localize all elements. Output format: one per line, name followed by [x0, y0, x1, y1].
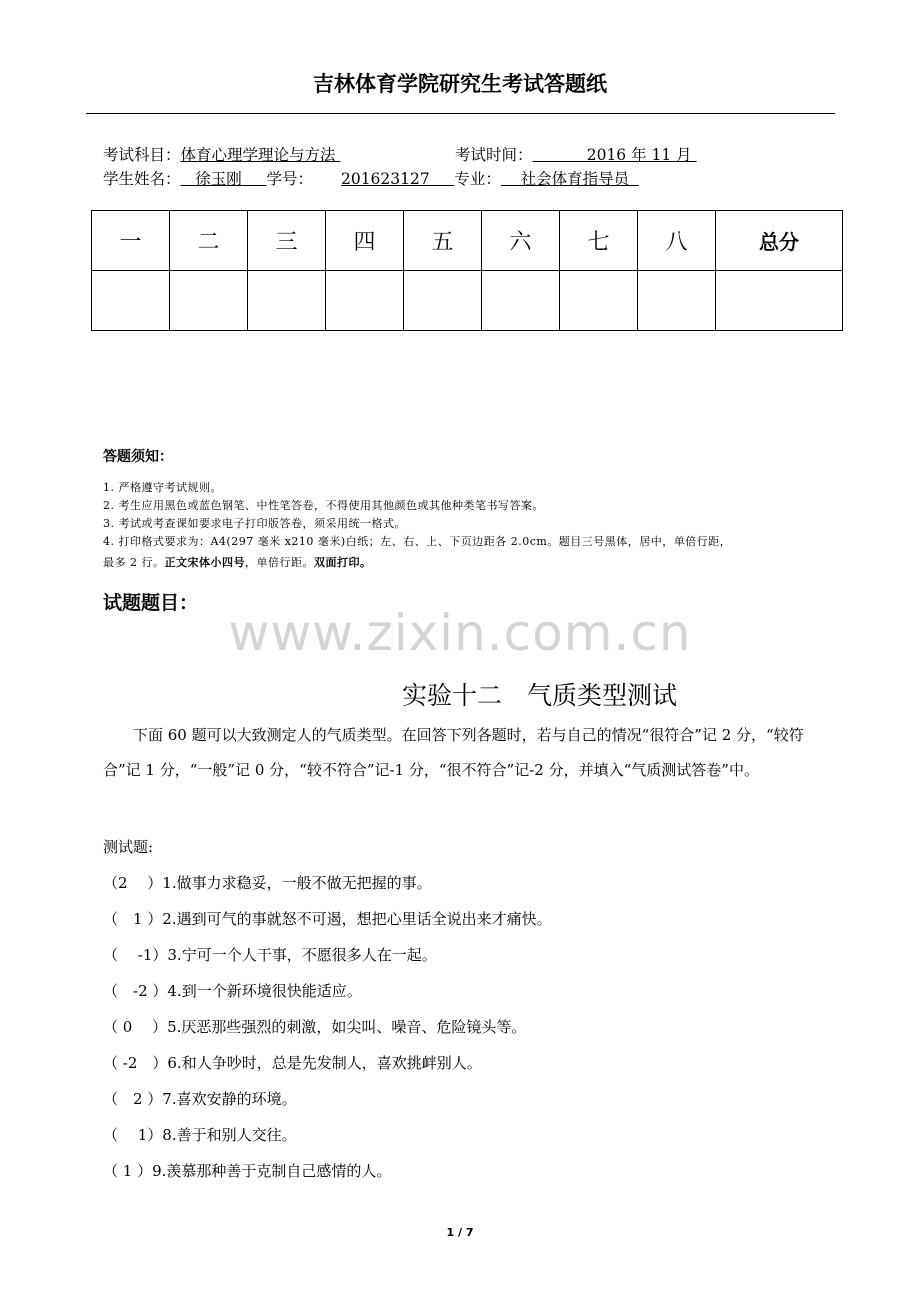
- score-value-cell: [92, 271, 170, 331]
- score-value-cell: [326, 271, 404, 331]
- score-header-row: [92, 211, 843, 271]
- intro-paragraph: 下面 60 题可以大致测定人的气质类型。在回答下列各题时，若与自己的情况“很符合”记 2 分，“较符合”记 1 分，“一般”记 0 分，“较不符合”记-1 分，“很不符合”记-2 分，并填入“气质测试答卷”中。: [103, 726, 804, 779]
- name-value: [181, 170, 267, 188]
- notice-text: ，单倍行距。: [245, 556, 314, 569]
- id-text: 201623127: [340, 170, 430, 188]
- question-item: （ 1 ）9.羡慕那种善于克制自己感情的人。: [103, 1162, 392, 1180]
- score-header-cell: 二: [170, 211, 248, 271]
- info-time: [455, 143, 697, 165]
- question-item: （ -2 ）6.和人争吵时，总是先发制人，喜欢挑衅别人。: [103, 1054, 482, 1072]
- page-title: 吉林体育学院研究生考试答题纸: [313, 72, 607, 96]
- score-value-cell: [560, 271, 638, 331]
- title-divider: [86, 113, 835, 114]
- watermark: www.zixin.com.cn: [228, 604, 692, 662]
- question-item: （2 ）1.做事力求稳妥，一般不做无把握的事。: [103, 874, 432, 892]
- score-value-cell: [482, 271, 560, 331]
- score-value-cell: [404, 271, 482, 331]
- score-value-cell: [170, 271, 248, 331]
- info-row-1: [103, 143, 381, 165]
- name-text: 徐玉刚: [195, 170, 242, 188]
- notice-emphasis: 双面打印。: [314, 556, 372, 569]
- score-header-cell: 四: [326, 211, 404, 271]
- notice-emphasis: 正文宋体小四号: [164, 556, 245, 569]
- time-value: [533, 146, 697, 164]
- score-header-cell: 一: [92, 211, 170, 271]
- score-value-row: [92, 271, 843, 331]
- major-text: 社会体育指导员: [520, 170, 630, 188]
- id-label: 学号：: [266, 170, 313, 188]
- questions-heading: 试题题目：: [103, 592, 199, 614]
- question-item: （ -2 ）4.到一个新环境很快能适应。: [103, 982, 362, 1000]
- question-item: （ 1）8.善于和别人交往。: [103, 1126, 297, 1144]
- question-item: （ 0 ）5.厌恶那些强烈的刺激，如尖叫、噪音、危险镜头等。: [103, 1018, 527, 1036]
- test-label: 测试题:: [103, 838, 154, 856]
- question-item: （ 2 ）7.喜欢安静的环境。: [103, 1090, 297, 1108]
- time-label: 考试时间：: [455, 146, 533, 164]
- notice-item: 2. 考生应用黑色或蓝色钢笔、中性笔答卷，不得使用其他颜色或其他种类笔书写答案。: [103, 499, 544, 512]
- major-label: 专业：: [454, 170, 501, 188]
- major-value: [501, 170, 639, 188]
- subject-value: 体育心理学理论与方法: [180, 146, 336, 164]
- notice-item: 3. 考试或考查课如要求电子打印版答卷，须采用统一格式。: [103, 517, 406, 530]
- notice-item: 1. 严格遵守考试规则。: [103, 481, 222, 494]
- notice-item: 4. 打印格式要求为：A4(297 毫米 x210 毫米)白纸；左、右、上、下页边距各 2.0cm。题目三号黑体，居中，单倍行距，: [103, 535, 732, 548]
- score-value-total: [716, 271, 843, 331]
- score-header-cell: 三: [248, 211, 326, 271]
- question-item: （ 1 ）2.遇到可气的事就怒不可遏，想把心里话全说出来才痛快。: [103, 910, 552, 928]
- score-table: [91, 210, 843, 331]
- score-value-cell: [638, 271, 716, 331]
- id-value: [341, 170, 454, 188]
- score-header-cell: 八: [638, 211, 716, 271]
- time-text: 2016 年 11 月: [586, 146, 692, 164]
- info-row-2: [103, 167, 639, 189]
- score-header-cell: 七: [560, 211, 638, 271]
- score-header-cell: 五: [404, 211, 482, 271]
- notice-title: 答题须知：: [103, 449, 173, 465]
- score-header-total: 总分: [716, 211, 843, 271]
- experiment-title: 实验十二 气质类型测试: [402, 681, 678, 710]
- subject-underline: [336, 146, 381, 164]
- subject-label: 考试科目：: [103, 146, 181, 164]
- notice-text: 最多 2 行。: [103, 556, 165, 569]
- score-header-cell: 六: [482, 211, 560, 271]
- name-label: 学生姓名：: [103, 170, 181, 188]
- score-value-cell: [248, 271, 326, 331]
- question-item: （ -1）3.宁可一个人干事，不愿很多人在一起。: [103, 946, 437, 964]
- page-number: 1 / 7: [446, 1226, 474, 1239]
- notice-item-continued: [103, 554, 372, 570]
